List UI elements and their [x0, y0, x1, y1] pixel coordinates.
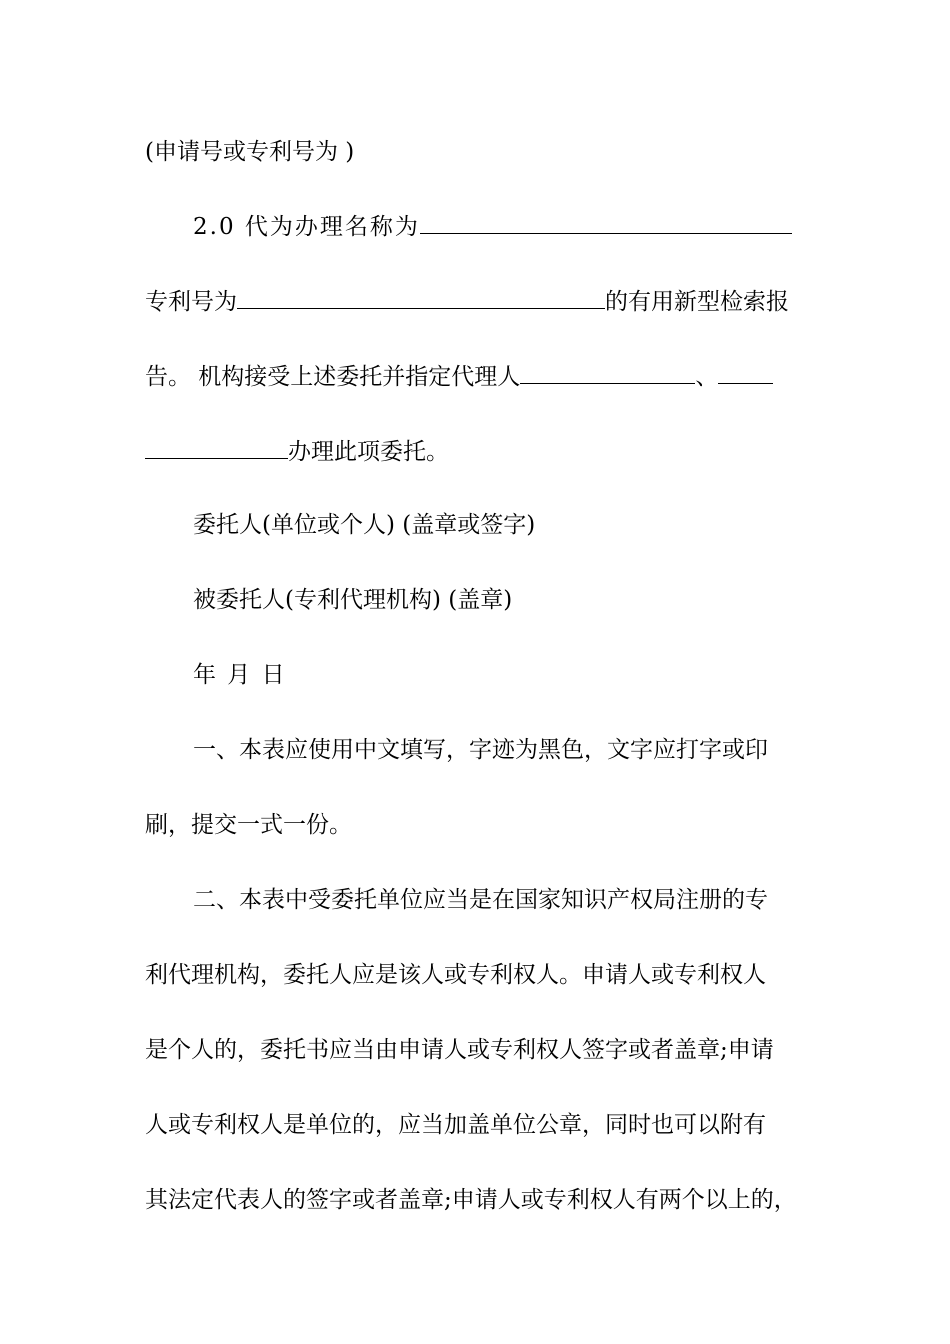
note-one-text-a: 一、本表应使用中文填写，字迹为黑色，文字应打字或印: [193, 737, 768, 763]
handling-line: [145, 437, 810, 467]
agent-two-blank-start[interactable]: [718, 363, 773, 384]
patent-number-line: [145, 287, 810, 317]
note-one-text-b: 刷，提交一式一份。: [145, 812, 352, 838]
note-one-line-b: [145, 810, 810, 840]
note-two-line-a: [193, 885, 858, 915]
handling-text: 办理此项委托。: [288, 439, 449, 465]
agency-seal-line: [193, 585, 858, 615]
note-two-text-e: 其法定代表人的签字或者盖章;申请人或专利权人有两个以上的，: [145, 1187, 797, 1213]
note-two-line-e: [145, 1185, 810, 1215]
note-two-line-c: [145, 1035, 810, 1065]
agency-name-line: [193, 212, 858, 242]
principal-signature-line: [193, 510, 858, 540]
patent-number-blank[interactable]: [237, 288, 605, 309]
principal-signature-text: 委托人(单位或个人) (盖章或签字): [193, 512, 536, 538]
report-text: 的有用新型检索报: [605, 289, 789, 315]
note-two-text-b: 利代理机构，委托人应是该人或专利权人。申请人或专利权人: [145, 962, 766, 988]
name-blank[interactable]: [420, 213, 792, 234]
patent-number-label: 专利号为: [145, 289, 237, 315]
application-number-line: [145, 137, 810, 167]
agent-two-blank-end[interactable]: [145, 438, 288, 459]
note-two-text-a: 二、本表中受委托单位应当是在国家知识产权局注册的专: [193, 887, 768, 913]
agency-seal-text: 被委托人(专利代理机构) (盖章): [193, 587, 513, 613]
note-two-text-c: 是个人的，委托书应当由申请人或专利权人签字或者盖章;申请: [145, 1037, 774, 1063]
agent-designation-line: [145, 362, 810, 392]
separator-text: 、: [695, 364, 719, 390]
application-number-text: (申请号或专利号为 ): [145, 139, 355, 165]
note-two-line-b: [145, 960, 810, 990]
note-two-text-d: 人或专利权人是单位的，应当加盖单位公章，同时也可以附有: [145, 1112, 766, 1138]
agent-one-blank[interactable]: [520, 363, 695, 384]
agency-name-label: 2.0 代为办理名称为: [193, 214, 420, 240]
date-line: [193, 660, 858, 690]
date-text: 年 月 日: [193, 662, 287, 688]
note-one-line-a: [193, 735, 858, 765]
agent-designation-text: 告。 机构接受上述委托并指定代理人: [145, 364, 521, 390]
note-two-line-d: [145, 1110, 810, 1140]
